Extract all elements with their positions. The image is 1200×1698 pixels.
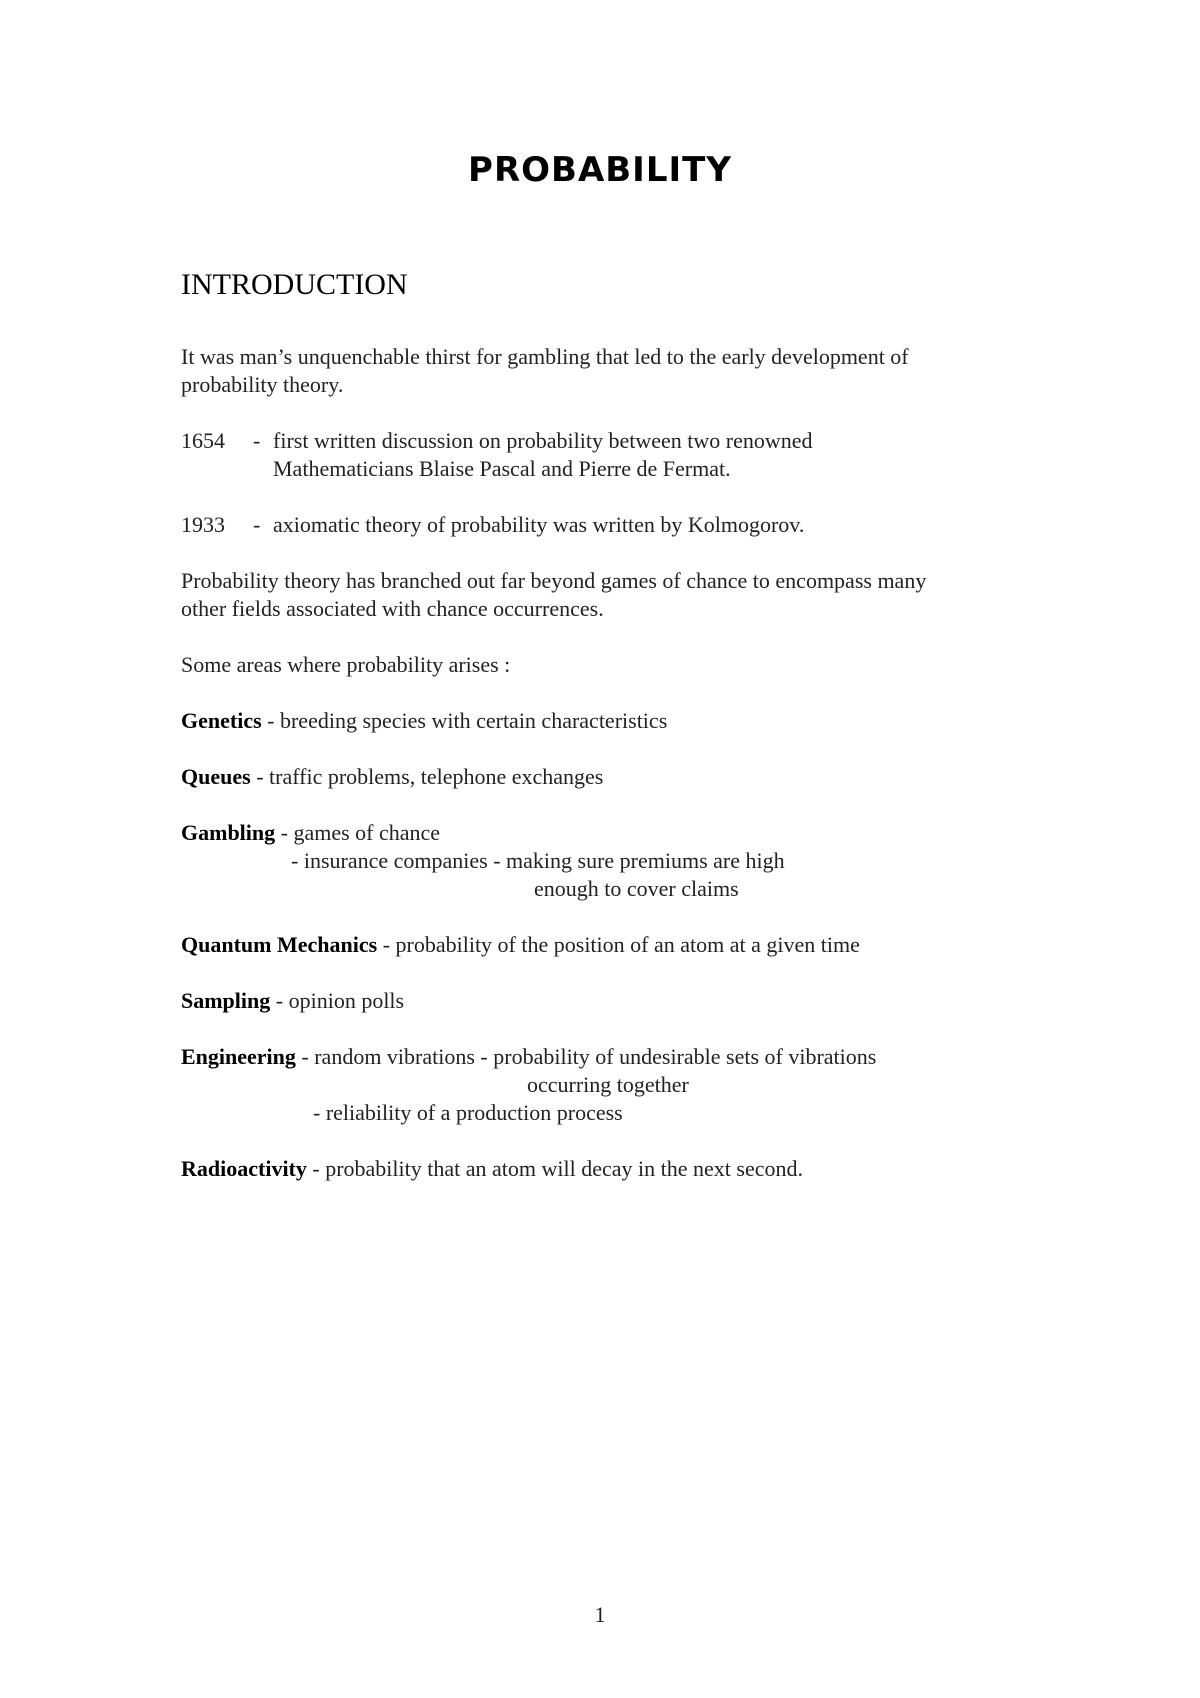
area-queues — [181, 764, 603, 790]
area-term: Queues — [181, 764, 251, 789]
area-desc: - opinion polls — [270, 988, 405, 1013]
area-gambling-line2: - insurance companies - making sure premiums are high — [291, 848, 785, 873]
intro-line-2: probability theory. — [181, 372, 344, 397]
timeline-dash-1933: - — [253, 512, 261, 537]
area-desc: - games of chance — [275, 820, 441, 845]
timeline-year-1933: 1933 — [181, 512, 225, 537]
area-quantum-mechanics — [181, 932, 860, 958]
area-gambling — [181, 820, 440, 846]
page-title: PROBABILITY — [468, 150, 732, 190]
area-term: Gambling — [181, 820, 276, 845]
area-desc: - traffic problems, telephone exchanges — [250, 764, 604, 789]
area-sampling — [181, 988, 404, 1014]
branch-line-1: Probability theory has branched out far beyond games of chance to encompass many — [181, 568, 927, 593]
intro-line-1: It was man’s unquenchable thirst for gambling that led to the early development of — [181, 344, 909, 369]
timeline-year-1654: 1654 — [181, 428, 225, 453]
branch-line-2: other fields associated with chance occurrences. — [181, 596, 604, 621]
area-radioactivity — [181, 1156, 803, 1182]
area-desc: - probability of the position of an atom at a given time — [377, 932, 860, 957]
area-desc: - probability that an atom will decay in the next second. — [306, 1156, 803, 1181]
areas-intro: Some areas where probability arises : — [181, 652, 511, 677]
area-engineering-line3: - reliability of a production process — [313, 1100, 623, 1125]
area-engineering-line2: occurring together — [527, 1072, 689, 1097]
timeline-text-1933: axiomatic theory of probability was written by Kolmogorov. — [273, 512, 805, 537]
area-term: Genetics — [181, 708, 262, 733]
area-term: Sampling — [181, 988, 271, 1013]
area-term: Radioactivity — [181, 1156, 307, 1181]
area-desc: - random vibrations - probability of undesirable sets of vibrations — [295, 1044, 877, 1069]
area-engineering — [181, 1044, 876, 1070]
section-heading: INTRODUCTION — [181, 268, 408, 301]
timeline-dash-1654: - — [253, 428, 261, 453]
area-desc: - breeding species with certain characteristics — [261, 708, 668, 733]
area-term: Engineering — [181, 1044, 296, 1069]
timeline-text-1654-line2: Mathematicians Blaise Pascal and Pierre de Fermat. — [273, 456, 731, 481]
area-term: Quantum Mechanics — [181, 932, 378, 957]
area-gambling-line3: enough to cover claims — [534, 876, 739, 901]
page-number: 1 — [594, 1602, 606, 1627]
timeline-text-1654-line1: first written discussion on probability between two renowned — [273, 428, 813, 453]
area-genetics — [181, 708, 667, 734]
